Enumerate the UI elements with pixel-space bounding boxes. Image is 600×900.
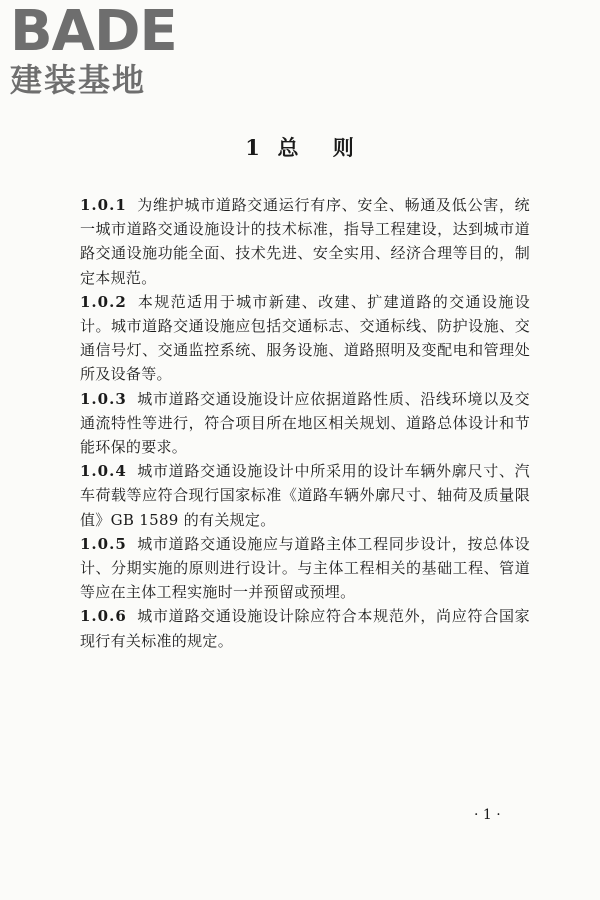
clause-1-0-4 xyxy=(80,459,530,532)
page-number: · 1 · xyxy=(474,807,501,823)
clause-number: 1.0.3 xyxy=(80,389,127,408)
logo xyxy=(10,0,185,99)
clause-number: 1.0.1 xyxy=(80,196,127,214)
clause-text: 城市道路交通设施设计应依据道路性质、沿线环境以及交通流特性等进行，符合项目所在地区相关规划、道路总体设计和节能环保的要求。 xyxy=(80,389,530,457)
clause-number: 1.0.2 xyxy=(80,292,127,311)
clause-number: 1.0.6 xyxy=(80,607,127,626)
chapter-title: 1 总 则 xyxy=(245,135,355,161)
clause-1-0-6 xyxy=(80,604,530,652)
clause-1-0-5 xyxy=(80,532,530,605)
logo-subtitle: 建装基地 xyxy=(10,61,147,99)
clause-number: 1.0.4 xyxy=(80,462,127,481)
clause-text: 城市道路交通设施应与道路主体工程同步设计，按总体设计、分期实施的原则进行设计。与主体工程相关的基础工程、管道等应在主体工程实施时一并预留或预埋。 xyxy=(80,534,530,602)
clause-text: 城市道路交通设施设计中所采用的设计车辆外廓尺寸、汽车荷载等应符合现行国家标准《道路车辆外廓尺寸、轴荷及质量限值》GB 1589 的有关规定。 xyxy=(80,462,530,529)
clause-text: 本规范适用于城市新建、改建、扩建道路的交通设施设计。城市道路交通设施应包括交通标志、交通标线、防护设施、交通信号灯、交通监控系统、服务设施、道路照明及变配电和管理处所及设备等。 xyxy=(80,292,530,384)
clause-number: 1.0.5 xyxy=(80,534,127,553)
clause-list xyxy=(80,193,530,653)
clause-text: 城市道路交通设施设计除应符合本规范外，尚应符合国家现行有关标准的规定。 xyxy=(80,607,530,650)
clause-1-0-3 xyxy=(80,387,530,460)
clause-1-0-2 xyxy=(80,290,530,387)
logo-brand-text: BADE xyxy=(10,0,177,64)
clause-1-0-1 xyxy=(80,193,530,290)
clause-text: 为维护城市道路交通运行有序、安全、畅通及低公害，统一城市道路交通设施设计的技术标准，指导工程建设，达到城市道路交通设施功能全面、技术先进、安全实用、经济合理等目的，制定本规范。 xyxy=(80,196,530,287)
